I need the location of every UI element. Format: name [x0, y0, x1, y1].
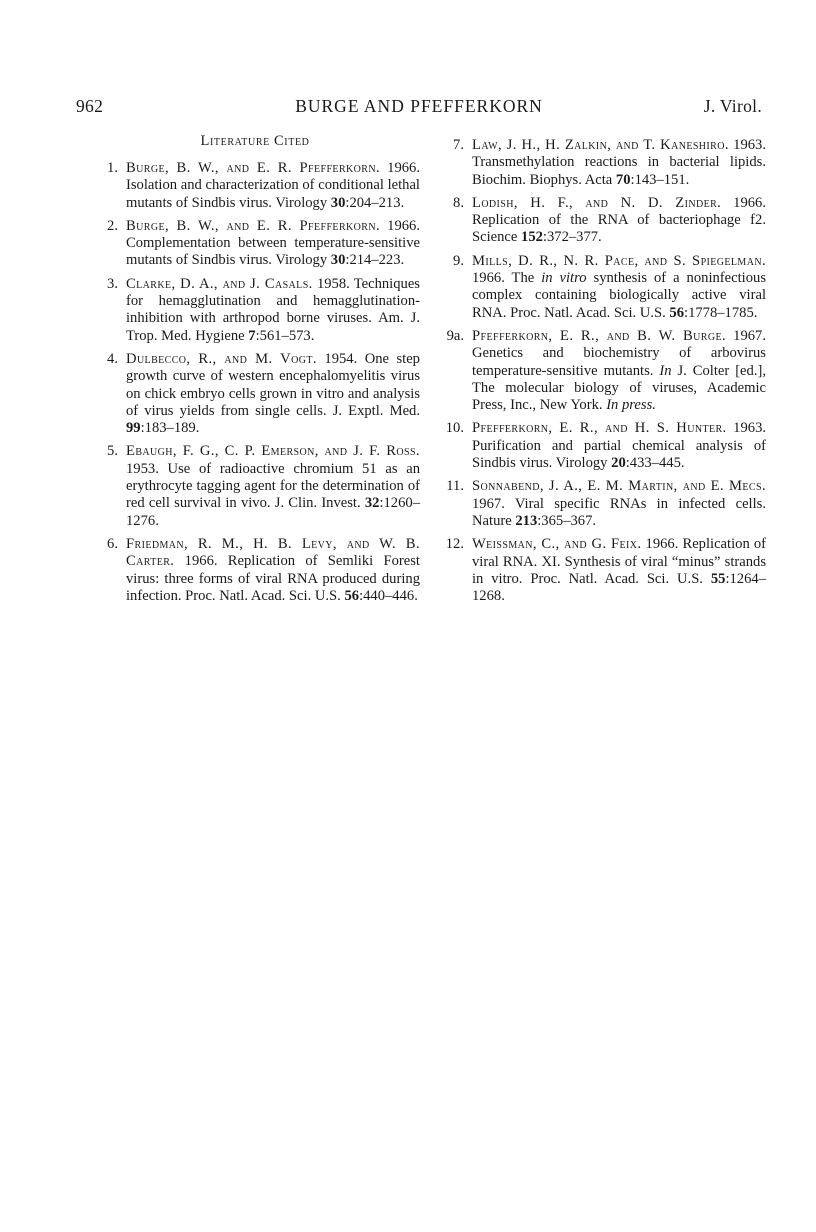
reference-item [90, 276, 420, 345]
reference-number: 2. [107, 217, 118, 234]
journal-abbreviation: J. Virol. [703, 96, 762, 116]
reference-item [436, 536, 766, 605]
reference-text: 1966. Replication of Semliki Forest virus: three forms of viral RNA produced during infection. Proc. Natl. Acad. Sci. U.S. [126, 553, 420, 604]
reference-volume: 30 [330, 252, 346, 269]
reference-item [90, 218, 420, 270]
reference-text: 1963. Purification and partial chemical analysis of Sindbis virus. Virology [472, 420, 767, 472]
reference-item [436, 478, 766, 530]
reference-item [90, 160, 420, 212]
reference-number: 8. [453, 194, 464, 211]
reference-authors: Law, J. H., H. Zalkin, and T. Kaneshiro. [472, 137, 729, 153]
reference-volume: 152 [521, 229, 543, 246]
reference-item [90, 351, 420, 437]
reference-pages: :1260–1276. [126, 495, 420, 529]
reference-text-continued: synthesis of a noninfectious complex containing biologically active viral RNA. Proc. Natl. Acad. Sci. U.S. [472, 270, 766, 321]
reference-authors: Ebaugh, F. G., C. P. Emerson, and J. F. Ross. [126, 443, 420, 460]
reference-text: 1958. Techniques for hemagglutination and hemagglutination-inhibition with arthropod borne viruses. Am. J. Trop. Med. Hygiene [126, 275, 420, 344]
reference-pages: :365–367. [537, 512, 597, 529]
reference-text: 1966. Replication of viral RNA. XI. Synthesis of viral “minus” strands in vitro. Proc. Natl. Acad. Sci. U.S. [472, 536, 766, 587]
reference-pages: :433–445. [625, 455, 685, 472]
reference-text: 1967. Viral specific RNAs in infected cells. Nature [472, 495, 766, 529]
reference-authors: Clarke, D. A., and J. Casals. [126, 275, 313, 292]
reference-item [90, 443, 420, 529]
reference-number: 9. [453, 252, 464, 269]
reference-number: 5. [107, 443, 118, 460]
reference-item [436, 253, 766, 322]
reference-pages: :561–573. [255, 327, 315, 344]
reference-number: 9a. [446, 327, 464, 344]
reference-authors: Sonnabend, J. A., E. M. Martin, and E. Mecs. [472, 478, 766, 495]
reference-item [436, 420, 766, 472]
reference-pages: :372–377. [542, 229, 602, 246]
reference-pages: :440–446. [359, 587, 418, 604]
reference-authors: Pfefferkorn, E. R., and B. W. Burge. [472, 327, 726, 344]
reference-text: 1954. One step growth curve of western encephalomyelitis virus on chick embryo cells grown in vitro and analysis of virus yields from single cells. J. Exptl. Med. [126, 350, 420, 419]
page-header [76, 96, 762, 122]
reference-volume: 56 [669, 304, 685, 321]
reference-volume: 213 [515, 512, 538, 529]
reference-text: 1966. Replication of the RNA of bacteriophage f2. Science [472, 194, 766, 246]
reference-text: 1967. Genetics and biochemistry of arbovirus temperature-sensitive mutants. [472, 327, 766, 379]
reference-pages: :1778–1785. [684, 304, 758, 321]
reference-authors: Weissman, C., and G. Feix. [472, 536, 642, 553]
reference-italic-text: In [659, 362, 672, 379]
reference-volume: 7 [248, 327, 256, 344]
reference-authors: Pfefferkorn, E. R., and H. S. Hunter. [472, 420, 727, 437]
reference-pages: :1264–1268. [472, 570, 766, 605]
reference-volume: 70 [615, 171, 631, 188]
reference-italic-text: in vitro [541, 270, 587, 287]
reference-item [436, 195, 766, 247]
reference-number: 4. [107, 350, 118, 367]
reference-text: 1963. Transmethylation reactions in bacterial lipids. Biochim. Biophys. Acta [472, 137, 766, 188]
reference-authors: Mills, D. R., N. R. Pace, and S. Spiegelman. [472, 252, 766, 269]
right-column [436, 137, 766, 611]
reference-authors: Burge, B. W., and E. R. Pfefferkorn. [126, 217, 380, 234]
reference-text-continued: J. Colter [ed.], The molecular biology of viruses, Academic Press, Inc., New York. [472, 362, 766, 414]
page-number: 962 [76, 96, 104, 116]
reference-volume: 30 [330, 194, 346, 211]
reference-status: In press. [606, 397, 656, 414]
reference-authors: Friedman, R. M., H. B. Levy, and W. B. Carter. [126, 535, 420, 570]
reference-volume: 55 [710, 570, 726, 587]
reference-number: 1. [107, 160, 118, 176]
reference-volume: 56 [344, 587, 360, 604]
reference-volume: 32 [364, 495, 380, 512]
reference-pages: :143–151. [630, 171, 690, 188]
reference-text: 1966. Complementation between temperature-sensitive mutants of Sindbis virus. Virology [126, 217, 420, 269]
reference-number: 7. [453, 137, 464, 153]
reference-text: 1953. Use of radioactive chromium 51 as an erythrocyte tagging agent for the determination of red cell survival in vivo. J. Clin. Invest. [126, 460, 420, 512]
reference-volume: 20 [611, 455, 626, 472]
reference-authors: Dulbecco, R., and M. Vogt. [126, 350, 317, 367]
reference-authors: Lodish, H. F., and N. D. Zinder. [472, 194, 722, 211]
reference-pages: :204–213. [345, 194, 405, 211]
reference-pages: :214–223. [345, 252, 405, 269]
reference-number: 3. [107, 275, 118, 292]
reference-pages: :183–189. [140, 420, 200, 437]
reference-text: 1966. Isolation and characterization of conditional lethal mutants of Sindbis virus. Virology [126, 160, 420, 211]
reference-item [436, 137, 766, 189]
reference-number: 10. [445, 420, 464, 437]
running-title: BURGE AND PFEFFERKORN [295, 96, 543, 116]
left-column [90, 133, 420, 611]
reference-number: 6. [107, 535, 118, 552]
reference-text: 1966. The [472, 270, 542, 287]
reference-number: 11. [446, 478, 464, 495]
section-title: Literature Cited [200, 133, 310, 149]
reference-item [90, 536, 420, 605]
reference-authors: Burge, B. W., and E. R. Pfefferkorn. [126, 160, 380, 176]
reference-volume: 99 [126, 420, 141, 437]
reference-number: 12. [445, 536, 464, 553]
reference-item [436, 328, 766, 414]
